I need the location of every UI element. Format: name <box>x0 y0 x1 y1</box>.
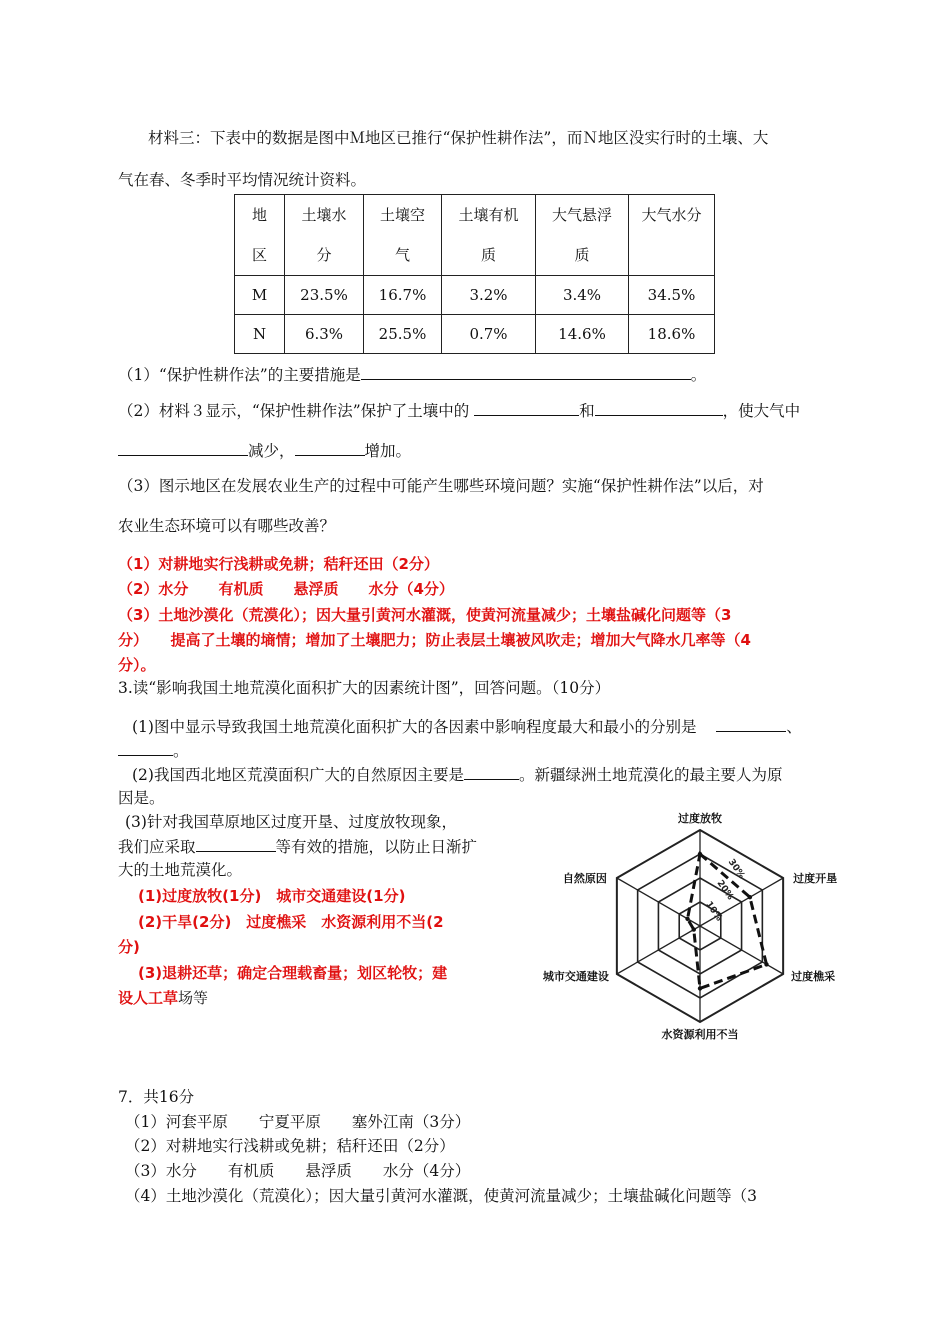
table-cell: 0.7% <box>442 315 536 354</box>
q7-title: 7．共16分 <box>118 1088 195 1106</box>
table-cell: 25.5% <box>364 315 442 354</box>
material3-line2: 气在春、冬季时平均情况统计资料。 <box>118 171 367 189</box>
question-3-title: 3.读“影响我国土地荒漠化面积扩大的因素统计图”，回答问题。（10分） <box>118 679 611 697</box>
answer3-3-line2: 设人工草场等 <box>118 989 209 1007</box>
radar-ring-label: 10% <box>703 899 724 924</box>
answer3-2-line1: (2)干旱(2分) 过度樵采 水资源利用不当(2 <box>138 913 444 931</box>
q3-part2-line1: (2)我国西北地区荒漠面积广大的自然原因主要是 。新疆绿洲土地荒漠化的最主要人为原 <box>132 766 783 784</box>
answer-blank[interactable] <box>464 764 519 780</box>
radar-axis-label: 自然原因 <box>562 872 607 885</box>
radar-data-point <box>692 927 696 931</box>
answer-blank[interactable] <box>196 836 276 852</box>
material3-line1: 材料三：下表中的数据是图中Ｍ地区已推行“保护性耕作法”，而Ｎ地区没实行时的土壤、大 <box>148 129 769 147</box>
answer-blank[interactable] <box>716 716 786 732</box>
q3-part3-line1: (3)针对我国草原地区过度开垦、过度放牧现象， <box>125 813 457 831</box>
desertification-radar-chart <box>530 812 850 1052</box>
answer-blank[interactable] <box>474 400 579 416</box>
q7-answer-3: （3）水分 有机质 悬浮质 水分（4分） <box>125 1162 471 1180</box>
radar-ring-label: 30% <box>725 857 747 881</box>
table-header-cell: 土壤空 气 <box>364 195 442 276</box>
question-2-line2: 减少， 增加。 <box>118 440 411 461</box>
answer3-2-line2: 分) <box>118 938 140 956</box>
answer-3-line3: 分）。 <box>118 656 156 674</box>
q3-part3-line2: 我们应采取 等有效的措施，以防止日渐扩 <box>118 838 478 856</box>
table-header-cell: 大气悬浮 质 <box>536 195 629 276</box>
table-row <box>235 315 715 354</box>
radar-axis-label: 过度放牧 <box>678 812 722 825</box>
q3-part2-line2: 因是。 <box>118 789 165 807</box>
table-cell: 16.7% <box>364 276 442 315</box>
q3-part3-line3: 大的土地荒漠化。 <box>118 861 243 879</box>
radar-data-point <box>764 962 768 966</box>
table-cell: 3.2% <box>442 276 536 315</box>
soil-atmosphere-table <box>234 194 715 354</box>
answer-blank[interactable] <box>118 740 173 756</box>
table-cell: 6.3% <box>285 315 364 354</box>
table-row <box>235 276 715 315</box>
table-header-cell: 土壤水 分 <box>285 195 364 276</box>
answer-3-line1: （3）土地沙漠化（荒漠化）；因大量引黄河水灌溉，使黄河流量减少；土壤盐碱化问题等（3 <box>118 606 732 624</box>
answer-2: （2）水分 有机质 悬浮质 水分（4分） <box>118 580 454 598</box>
question-3-line1: （3）图示地区在发展农业生产的过程中可能产生哪些环境问题？实施“保护性耕作法”以后，对 <box>118 477 764 495</box>
answer-blank[interactable] <box>595 400 723 416</box>
table-cell: 3.4% <box>536 276 629 315</box>
table-cell: N <box>235 315 285 354</box>
question-1: （1）“保护性耕作法”的主要措施是 。 <box>118 366 707 384</box>
radar-axis-label: 过度开垦 <box>793 872 838 885</box>
table-cell: 18.6% <box>629 315 715 354</box>
q3-part1-line2: 。 <box>118 740 189 761</box>
table-header-row <box>235 195 715 276</box>
answer-blank[interactable] <box>361 364 691 380</box>
table-header-cell: 大气水分 <box>629 195 715 276</box>
table-header-cell: 地 区 <box>235 195 285 276</box>
table-cell: 14.6% <box>536 315 629 354</box>
answer-3-line2: 分） 提高了土壤的墒情；增加了土壤肥力；防止表层土壤被风吹走；增加大气降水几率等（4 <box>118 631 751 649</box>
answer3-1: (1)过度放牧(1分) 城市交通建设(1分) <box>138 887 406 905</box>
table-cell: M <box>235 276 285 315</box>
answer3-3-line1: (3)退耕还草；确定合理载畜量；划区轮牧；建 <box>138 964 448 982</box>
answer-1: （1）对耕地实行浅耕或免耕；秸秆还田（2分） <box>118 555 439 573</box>
q7-answer-2: （2）对耕地实行浅耕或免耕；秸秆还田（2分） <box>125 1137 455 1155</box>
question-3-line2: 农业生态环境可以有哪些改善？ <box>118 517 336 535</box>
radar-axis-label: 城市交通建设 <box>542 970 609 983</box>
radar-data-point <box>698 986 702 990</box>
table-cell: 34.5% <box>629 276 715 315</box>
table-header-cell: 土壤有机 质 <box>442 195 536 276</box>
radar-data-point <box>685 917 689 921</box>
answer-blank[interactable] <box>118 440 248 456</box>
answer-blank[interactable] <box>295 440 365 456</box>
q7-answer-4: （4）土地沙漠化（荒漠化）；因大量引黄河水灌溉，使黄河流量减少；土壤盐碱化问题等（3 <box>125 1187 757 1205</box>
q3-part1-line1: (1)图中显示导致我国土地荒漠化面积扩大的各因素中影响程度最大和最小的分别是 、 <box>132 718 802 736</box>
radar-axis-label: 过度樵采 <box>791 970 836 983</box>
question-2-line1: （2）材料３显示，“保护性耕作法”保护了土壤中的 和 ，使大气中 <box>118 402 801 420</box>
radar-axis-label: 水资源利用不当 <box>661 1028 739 1041</box>
radar-data-point <box>748 895 752 899</box>
q7-answer-1: （1）河套平原 宁夏平原 塞外江南（3分） <box>125 1113 471 1131</box>
radar-data-point <box>698 852 702 856</box>
radar-ring-label: 20% <box>714 878 736 903</box>
table-cell: 23.5% <box>285 276 364 315</box>
